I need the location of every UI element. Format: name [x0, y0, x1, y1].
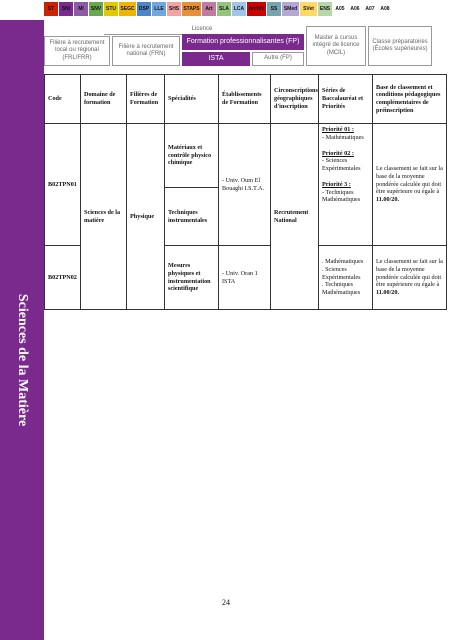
legend-ista: ISTA [182, 52, 250, 66]
domain-tab[interactable]: STU [104, 2, 119, 16]
series-cell [319, 124, 373, 246]
priority-1-title: Priorité 01 : [322, 126, 354, 133]
domain-tab[interactable]: LLE [152, 2, 167, 16]
domain-tab[interactable]: SLA [217, 2, 232, 16]
domain-tab[interactable]: Art [202, 2, 217, 16]
legend-mcil: Master à cursus intégré de licence (MCIL) [306, 26, 366, 66]
header-base: Base de classement et conditions pédagogiques complémentaires de préinscription [373, 75, 447, 124]
series-item: . Mathématiques [322, 258, 364, 266]
specialties-table [44, 74, 447, 310]
header-domaine: Domaine de formation [81, 75, 127, 124]
legend-autre: Autre (FP) [252, 52, 304, 66]
header-filieres: Filières de Formation [127, 75, 165, 124]
specialite-cell: Matériaux et contrôle physico chimique [165, 124, 219, 188]
base-cell [373, 124, 447, 246]
domain-tab[interactable]: SS [267, 2, 282, 16]
domain-tab[interactable]: SMed [282, 2, 300, 16]
base-value: 11.00/20. [376, 196, 400, 204]
specialite-cell: Mesures physiques et instrumentation scientifique [165, 246, 219, 310]
etablissement-cell: - Univ. Oum El Bouaghi I.S.T.A. [219, 124, 271, 246]
base-text: Le classement se fait sur la base de la moyenne pondérée calculée qui doit être supérieure ou égale à [376, 258, 443, 289]
etablissement-cell: - Univ. Oran 1 ISTA [219, 246, 271, 310]
specialite-cell: Techniques instrumentales [165, 188, 219, 246]
side-title: Sciences de la Matière [15, 293, 30, 427]
series-item: . Techniques Mathématiques [322, 281, 361, 297]
legend-cpe: Classe préparatoires (Écoles supérieures) [368, 26, 432, 66]
domain-tab[interactable]: SNI [59, 2, 74, 16]
code-cell: B02TPN02 [45, 246, 81, 310]
table-header-row [45, 75, 447, 124]
priority-2-title: Priorité 02 : [322, 149, 354, 157]
priority-3-item: - Techniques Mathématiques [322, 188, 361, 204]
domain-tab[interactable]: DSP [137, 2, 152, 16]
domain-tab[interactable]: ST [44, 2, 59, 16]
table-row [45, 124, 447, 188]
domain-tab[interactable]: MI [74, 2, 89, 16]
base-value: 11.00/20. [376, 289, 400, 297]
domain-tab[interactable]: SVet [300, 2, 318, 16]
header-specialites: Spécialités [165, 75, 219, 124]
base-text: Le classement se fait sur la base de la moyenne pondérée calculée qui doit être supérieure ou égale à [376, 165, 443, 196]
base-cell [373, 246, 447, 310]
header-series: Séries de Baccalauréat et Priorités [319, 75, 373, 124]
domain-tab[interactable]: STAPS [182, 2, 202, 16]
domain-tab[interactable]: A06 [348, 2, 363, 16]
header-code: Code [45, 75, 81, 124]
domain-tab[interactable]: A05 [333, 2, 348, 16]
domain-tab-strip [44, 2, 393, 16]
domain-tab[interactable]: LCA [232, 2, 247, 16]
circonscription-cell: Recrutement National [271, 124, 319, 310]
legend-frn: Filière à recrutement national (FRN) [112, 36, 180, 66]
header-etablissements: Établissements de Formation [219, 75, 271, 124]
series-item: . Sciences Expérimentales [322, 265, 361, 281]
header-circonscriptions: Circonscriptions géographiques d'inscription [271, 75, 319, 124]
filiere-cell: Physique [127, 124, 165, 310]
priority-3-title: Priorité 3 : [322, 180, 351, 188]
domain-tab[interactable]: A08 [378, 2, 393, 16]
legend-licence: Licence [104, 26, 300, 35]
priority-1-item: - Mathématiques [322, 133, 364, 141]
code-cell: B02TPN01 [45, 124, 81, 246]
domain-tab[interactable]: SHS [167, 2, 182, 16]
series-cell [319, 246, 373, 310]
domain-tab[interactable]: ENS [318, 2, 333, 16]
domain-tab[interactable]: ArchiV [247, 2, 267, 16]
domain-tab[interactable]: A07 [363, 2, 378, 16]
legend-frl: Filière à recrutement local ou régional (FRL/FRR) [44, 36, 110, 66]
domaine-cell: Sciences de la matière [81, 124, 127, 310]
domain-tab[interactable]: SNV [89, 2, 104, 16]
page-number: 24 [222, 598, 230, 607]
priority-2-item: - Sciences Expérimentales [322, 157, 361, 172]
domain-tab[interactable]: SEGC [119, 2, 137, 16]
legend-fp: Formation professionnalisantes (FP) [182, 34, 304, 50]
